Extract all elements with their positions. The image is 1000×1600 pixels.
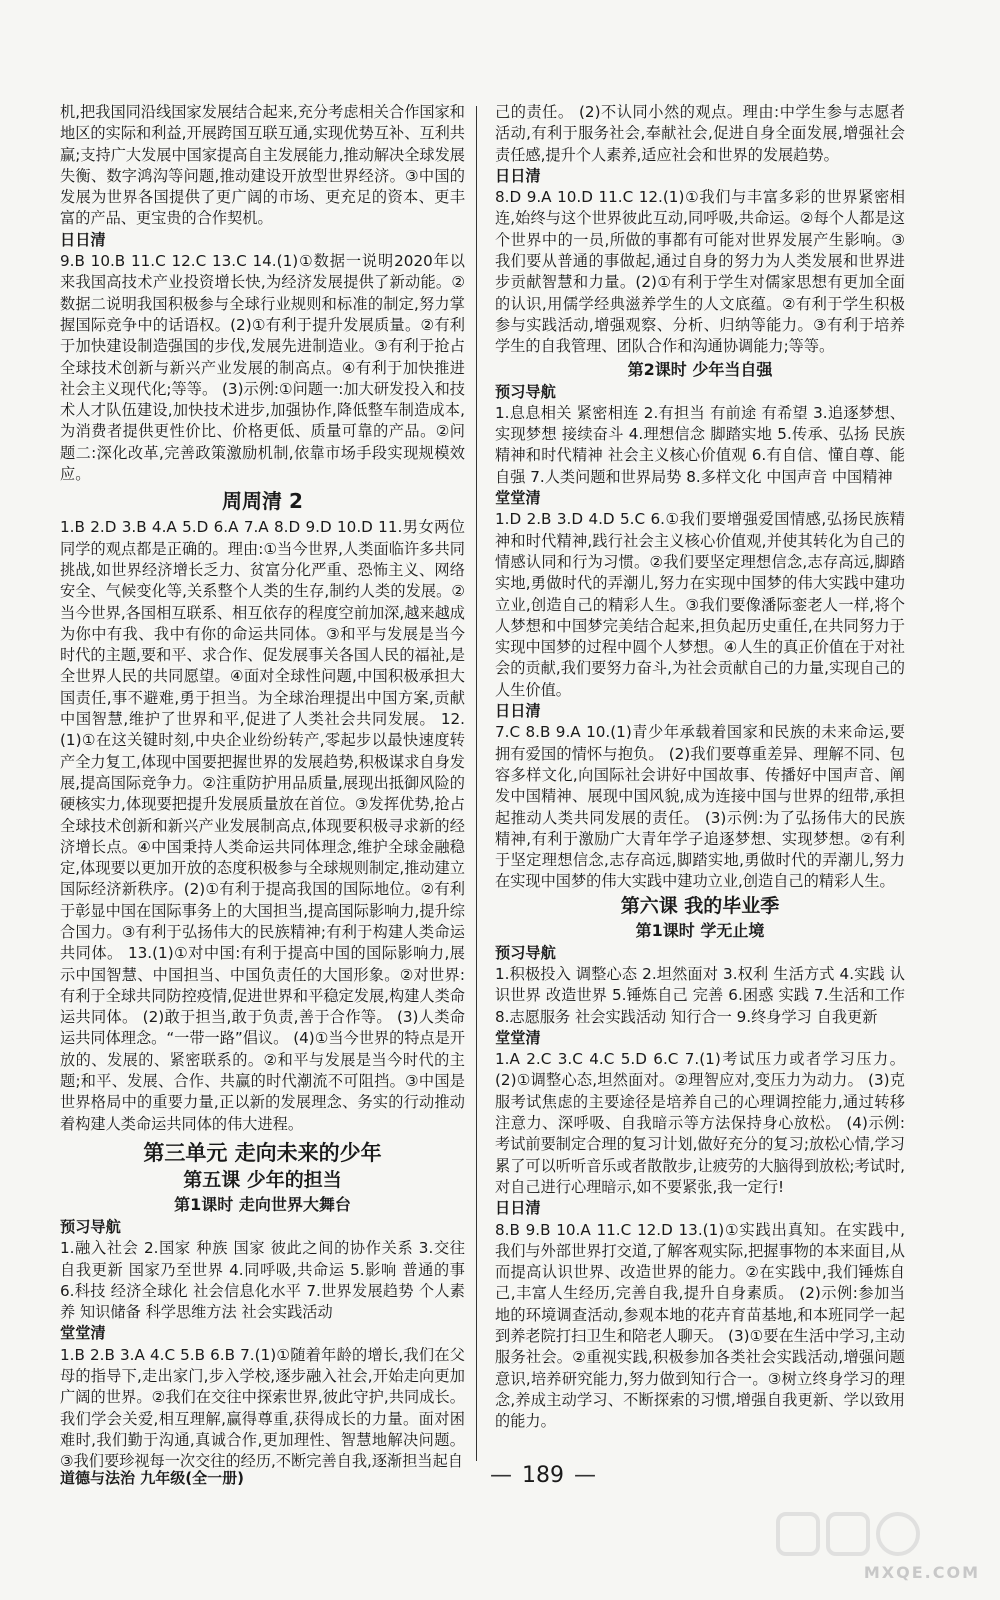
section-label-class: 堂堂清 (495, 489, 541, 508)
answer-paragraph: 9.B 10.B 11.C 12.C 13.C 14.(1)①数据一说明2020年以来我国高技术产业投资增长快,为经济发展提供了新动能。②数据二说明我国积极参与全球行业规则和标准的制定,努力掌握国际竞争中的话语权。(2)①有利于提升发展质量。②有利于加快建设制造强国的步伐,发展先进制造业。③有利于抢占全球技术创新与新兴产业发展的制高点。④有利于加快推进社会主义现代化;等等。 (3)示例:①问题一:加大研发投入和技术人才队伍建设,加快技术进步,加强协作,降低整车制造成本,为消费者提供更性价比、价格更低、质量可靠的产品。②问题二:深化改革,完善政策激励机制,依靠市场手段实现规模效应。 (60, 252, 465, 484)
section-label-daily: 日日清 (495, 702, 541, 721)
answer-paragraph: 1.B 2.D 3.B 4.A 5.D 6.A 7.A 8.D 9.D 10.D 11.男女两位同学的观点都是正确的。理由:①当今世界,人类面临许多共同挑战,如世界经济增长乏力、贫富分化严重、恐怖主义、网络安全、气候变化等,关系整个人类的生存,制约人类的发展。②当今世界,各国相互联系、相互依存的程度空前加深,越来越成为你中有我、我中有你的命运共同体。③和平与发展是当今时代的主题,要和平、求合作、促发展事关各国人民的福祉,是全世界人民的共同愿望。④面对全球性问题,中国积极承担大国责任,事不避难,勇于担当。为全球治理提出中国方案,贡献中国智慧,维护了世界和平,促进了人类社会共同发展。 12.(1)①在这关键时刻,中央企业纷纷转产,零起步以最快速度转产全力复工,体现中国要把握世界的发展趋势,积极谋求自身发展,提高国际竞争力。②注重防护用品质量,展现出抵御风险的硬核实力,体现要把提升发展质量放在首位。③发挥优势,抢占全球技术创新和新兴产业发展制高点,体现要积极寻求新的经济增长点。④中国秉持人类命运共同体理念,维护全球金融稳定,体现要以更加开放的态度积极参与全球规则制定,推动建立国际经济新秩序。(2)①有利于提高我国的国际地位。②有利于彰显中国在国际事务上的大国担当,提高国际影响力,提升综合国力。③有利于弘扬伟大的民族精神;有利于构建人类命运共同体。 13.(1)①对中国:有利于提高中国的国际影响力,展示中国智慧、中国担当、中国负责任的大国形象。②对世界:有利于全球共同防控疫情,促进世界和平稳定发展,构建人类命运共同体。 (2)敢于担当,敢于负责,善于合作等。 (3)人类命运共同体理念。“一带一路”倡议。 (4)①当今世界的特点是开放的、发展的、紧密联系的。②和平与发展是当今时代的主题;和平、发展、合作、共赢的时代潮流不可阻挡。③中国是世界格局中的重要力量,正以新的发展理念、务实的行动推动着构建人类命运共同体的伟大进程。 (60, 518, 466, 1133)
lesson-title: 第五课 少年的担当 (183, 1168, 342, 1191)
lesson-title: 第六课 我的毕业季 (620, 894, 780, 917)
section-label-preview: 预习导航 (60, 1217, 121, 1236)
page-number: 189 (522, 1463, 564, 1488)
unit-title: 第三单元 走向未来的少年 (143, 1140, 382, 1165)
section-label-daily: 日日清 (495, 1199, 541, 1218)
column-divider (476, 106, 477, 1461)
page-number-wrap: — 189 — (490, 1463, 596, 1488)
section-label-class: 堂堂清 (495, 1028, 541, 1047)
answer-paragraph: 1.D 2.B 3.D 4.D 5.C 6.①我们要增强爱国情感,弘扬民族精神和时代精神,践行社会主义核心价值观,并使其转化为自己的情感认同和行为习惯。②我们要坚定理想信念,志存高远,脚踏实地,勇做时代的弄潮儿,努力在实现中国梦的伟大实践中建功立业,创造自己的精彩人生。③我们要像潘际銮老人一样,将个人梦想和中国梦完美结合起来,担负起历史重任,在共同努力于实现中国梦的过程中圆个人梦想。④人生的真正价值在于对社会的贡献,我们要努力奋斗,为社会贡献自己的力量,实现自己的人生价值。 (495, 510, 905, 699)
answer-paragraph: 8.B 9.B 10.A 11.C 12.D 13.(1)①实践出真知。在实践中,我们与外部世界打交道,了解客观实际,把握事物的本来面目,从而提高认识世界、改造世界的能力。②在实践中,我们锤炼自己,丰富人生经历,完善自我,提升自身素质。 (2)示例:参加当地的环境调查活动,参观本地的花卉育苗基地,和本班同学一起到养老院打扫卫生和陪老人聊天。 (3)①要在生活中学习,主动服务社会。②重视实践,积极参加各类社会实践活动,增强问题意识,培养研究能力,努力做到知行合一。③树立终身学习的理念,养成主动学习、不断探索的习惯,增强自我更新、学以致用的能力。 (495, 1220, 905, 1431)
section-label-class: 堂堂清 (60, 1324, 106, 1343)
section-label-preview: 预习导航 (495, 382, 556, 401)
weekly-review-title: 周周清 2 (222, 489, 303, 514)
answer-paragraph: 1.积极投入 调整心态 2.坦然面对 3.权利 生活方式 4.实践 认识世界 改造世界 5.锤炼自己 完善 6.困惑 实践 7.生活和工作 8.志愿服务 社会实践活动 知行合一 9.终身学习 自我更新 (495, 964, 905, 1026)
left-column (60, 102, 465, 1473)
answer-paragraph: 8.D 9.A 10.D 11.C 12.(1)①我们与丰富多彩的世界紧密相连,始终与这个世界彼此互动,同呼吸,共命运。②每个人都是这个世界中的一员,所做的事都有可能对世界发展产生影响。③我们要从普通的事做起,通过自身的努力为人类发展和世界进步贡献智慧和力量。(2)①有利于学生对儒家思想有更加全面的认识,用儒学经典滋养学生的人文底蕴。②有利于学生积极参与实践活动,增强观察、分析、归纳等能力。③有利于培养学生的自我管理、团队合作和沟通协调能力;等等。 (495, 188, 905, 356)
section-label-daily: 日日清 (495, 166, 541, 185)
period-title: 第2课时 少年当自强 (627, 359, 773, 379)
section-label-daily: 日日清 (60, 230, 106, 249)
answer-paragraph: 7.C 8.B 9.A 10.(1)青少年承载着国家和民族的未来命运,要拥有爱国的情怀与抱负。 (2)我们要尊重差异、理解不同、包容多样文化,向国际社会讲好中国故事、传播好中国声音、阐发中国精神、展现中国风貌,成为连接中国与世界的纽带,承担起推动人类共同发展的责任。 (3)示例:为了弘扬伟大的民族精神,有利于激励广大青年学子追逐梦想、实现梦想。②有利于坚定理想信念,志存高远,脚踏实地,勇做时代的弄潮儿,努力在实现中国梦的伟大实践中建功立业,创造自己的精彩人生。 (495, 723, 905, 891)
right-column (495, 102, 905, 1433)
footer-subject: 道德与法治 九年级(全一册) (60, 1469, 244, 1487)
page-footer (60, 1463, 940, 1497)
answer-paragraph: 1.融入社会 2.国家 种族 国家 彼此之间的协作关系 3.交往 自我更新 国家乃至世界 4.同呼吸,共命运 5.影响 普通的事 6.科技 经济全球化 社会信息化水平 7.世界发展趋势 个人素养 知识储备 科学思维方法 社会实践活动 (60, 1239, 465, 1322)
answer-paragraph: 机,把我国同沿线国家发展结合起来,充分考虑相关合作国家和地区的实际和利益,开展跨国互联互通,实现优势互补、互利共赢;支持广大发展中国家提高自主发展能力,推动解决全球发展失衡、数字鸿沟等问题,推动建设开放型世界经济。③中国的发展为世界各国提供了更广阔的市场、更充足的资本、更丰富的产品、更宝贵的合作契机。 (60, 103, 465, 228)
answer-paragraph: 1.息息相关 紧密相连 2.有担当 有前途 有希望 3.追逐梦想、实现梦想 接续奋斗 4.理想信念 脚踏实地 5.传承、弘扬 民族精神和时代精神 社会主义核心价值观 6.有自信、懂自尊、能自强 7.人类问题和世界局势 8.多样文化 中国声音 中国精神 (495, 403, 905, 486)
period-title: 第1课时 走向世界大舞台 (174, 1194, 351, 1214)
section-label-preview: 预习导航 (495, 943, 556, 962)
period-title: 第1课时 学无止境 (635, 920, 765, 940)
answer-paragraph: 1.B 2.B 3.A 4.C 5.B 6.B 7.(1)①随着年龄的增长,我们在父母的指导下,走出家门,步入学校,逐步融入社会,开始走向更加广阔的世界。②我们在交往中探索世界,彼此守护,共同成长。我们学会关爱,相互理解,赢得尊重,获得成长的力量。面对困难时,我们勤于沟通,真诚合作,更加理性、智慧地解决问题。③我们要珍视每一次交往的经历,不断完善自我,逐渐担当起自 (60, 1345, 465, 1471)
watermark-site: MXQE.COM (863, 1563, 980, 1582)
answer-paragraph: 己的责任。 (2)不认同小然的观点。理由:中学生参与志愿者活动,有利于服务社会,奉献社会,促进自身全面发展,增强社会责任感,提升个人素养,适应社会和世界的发展趋势。 (495, 103, 905, 164)
answer-paragraph: 1.A 2.C 3.C 4.C 5.D 6.C 7.(1)考试压力或者学习压力。 (2)①调整心态,坦然面对。②理智应对,变压力为动力。 (3)克服考试焦虑的主要途径是培养自己的心理调控能力,通过转移注意力、深呼吸、自我暗示等方法保持身心放松。 (4)示例:考试前要制定合理的复习计划,做好充分的复习;放松心情,学习累了可以听听音乐或者散散步,让疲劳的大脑得到放松;考试时,对自己进行心理暗示,如不要紧张,我一定行! (495, 1050, 905, 1196)
